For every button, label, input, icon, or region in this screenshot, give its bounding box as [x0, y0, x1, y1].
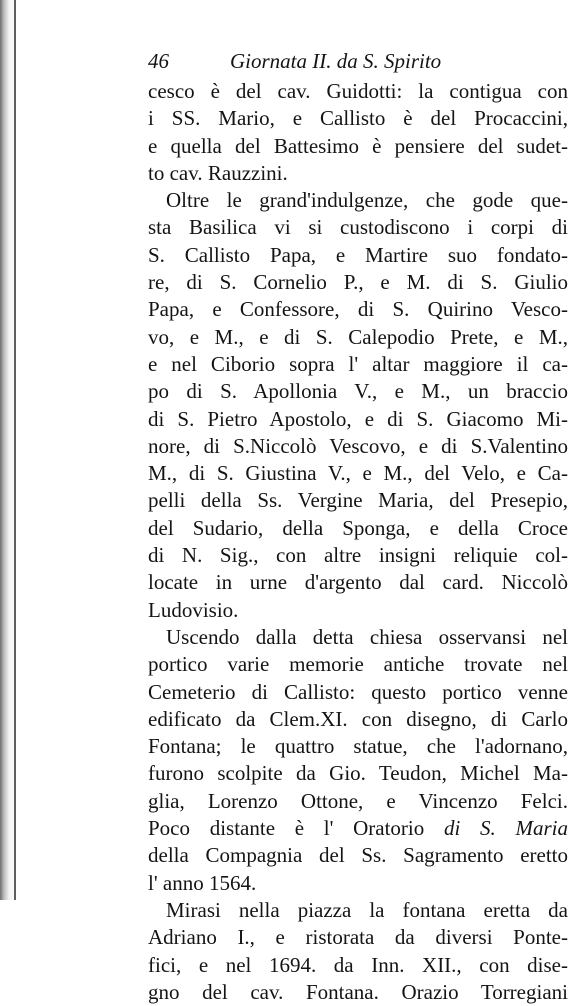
- text-line: cesco è del cav. Guidotti: la contigua con: [148, 79, 568, 103]
- text-line: Papa, e Confessore, di S. Quirino Vesco-: [148, 297, 568, 322]
- body-text: [148, 78, 568, 1006]
- text-line: S. Callisto Papa, e Martire suo fondato-: [148, 242, 568, 267]
- text-line: i SS. Mario, e Callisto è del Procaccini,: [148, 106, 568, 131]
- text-line: to cav. Rauzzini.: [148, 160, 288, 185]
- paragraph-start-line: Oltre le grand'indulgenze, che gode que-: [166, 188, 568, 213]
- text-line: pelli della Ss. Vergine Maria, del Presepio,: [148, 488, 568, 513]
- text-line: Adriano I., e ristorata da diversi Ponte-: [148, 925, 568, 950]
- paragraph-start-line: Uscendo dalla detta chiesa osservansi nel: [166, 624, 568, 649]
- page-number: 46: [148, 49, 169, 73]
- binding-edge-line: [14, 0, 16, 900]
- text-line: Cemeterio di Callisto: questo portico venne: [148, 679, 568, 704]
- text-line: vo, e M., e di S. Calepodio Prete, e M.,: [148, 324, 568, 349]
- text-line: sta Basilica vi si custodiscono i corpi di: [148, 215, 568, 240]
- text-line: gno del cav. Fontana. Orazio Torregiani: [148, 979, 568, 1004]
- text-line: e nel Ciborio sopra l' altar maggiore il ca-: [148, 351, 568, 376]
- text-line: nore, di S.Niccolò Vescovo, e di S.Valentino: [148, 433, 568, 458]
- text-line: l' anno 1564.: [148, 870, 257, 895]
- text-line: edificato da Clem.XI. con disegno, di Carlo: [148, 706, 568, 731]
- text-line: re, di S. Cornelio P., e M. di S. Giulio: [148, 270, 568, 295]
- italic-phrase: di S. Maria: [443, 816, 568, 841]
- text-line: di N. Sig., con altre insigni reliquie col-: [148, 543, 568, 568]
- text-line: della Compagnia del Ss. Sagramento eretto: [148, 843, 568, 868]
- text-line: po di S. Apollonia V., e M., un braccio: [148, 379, 568, 404]
- text-line: di S. Pietro Apostolo, e di S. Giacomo Mi-: [148, 406, 568, 431]
- text-line: del Sudario, della Sponga, e della Croce: [148, 515, 568, 540]
- text-line: locate in urne d'argento dal card. Niccolò: [148, 570, 568, 595]
- text-line: portico varie memorie antiche trovate nel: [148, 652, 568, 677]
- text-line: Ludovisio.: [148, 597, 239, 622]
- paragraph-start-line: Mirasi nella piazza la fontana eretta da: [166, 897, 568, 922]
- text-line-with-italic: [148, 815, 568, 842]
- text-line: fici, e nel 1694. da Inn. XII., con dise-: [148, 952, 568, 977]
- text-segment: Poco distante è l' Oratorio: [148, 816, 425, 841]
- text-line: e quella del Battesimo è pensiere del sudet-: [148, 133, 568, 158]
- running-head: Giornata II. da S. Spirito: [230, 49, 442, 73]
- text-line: glia, Lorenzo Ottone, e Vincenzo Felci.: [148, 788, 568, 813]
- page-header: [148, 48, 568, 74]
- text-line: Fontana; le quattro statue, che l'adornano,: [148, 734, 568, 759]
- text-line: furono scolpite da Gio. Teudon, Michel Ma-: [148, 761, 568, 786]
- text-line: M., di S. Giustina V., e M., del Velo, e Ca-: [148, 461, 568, 486]
